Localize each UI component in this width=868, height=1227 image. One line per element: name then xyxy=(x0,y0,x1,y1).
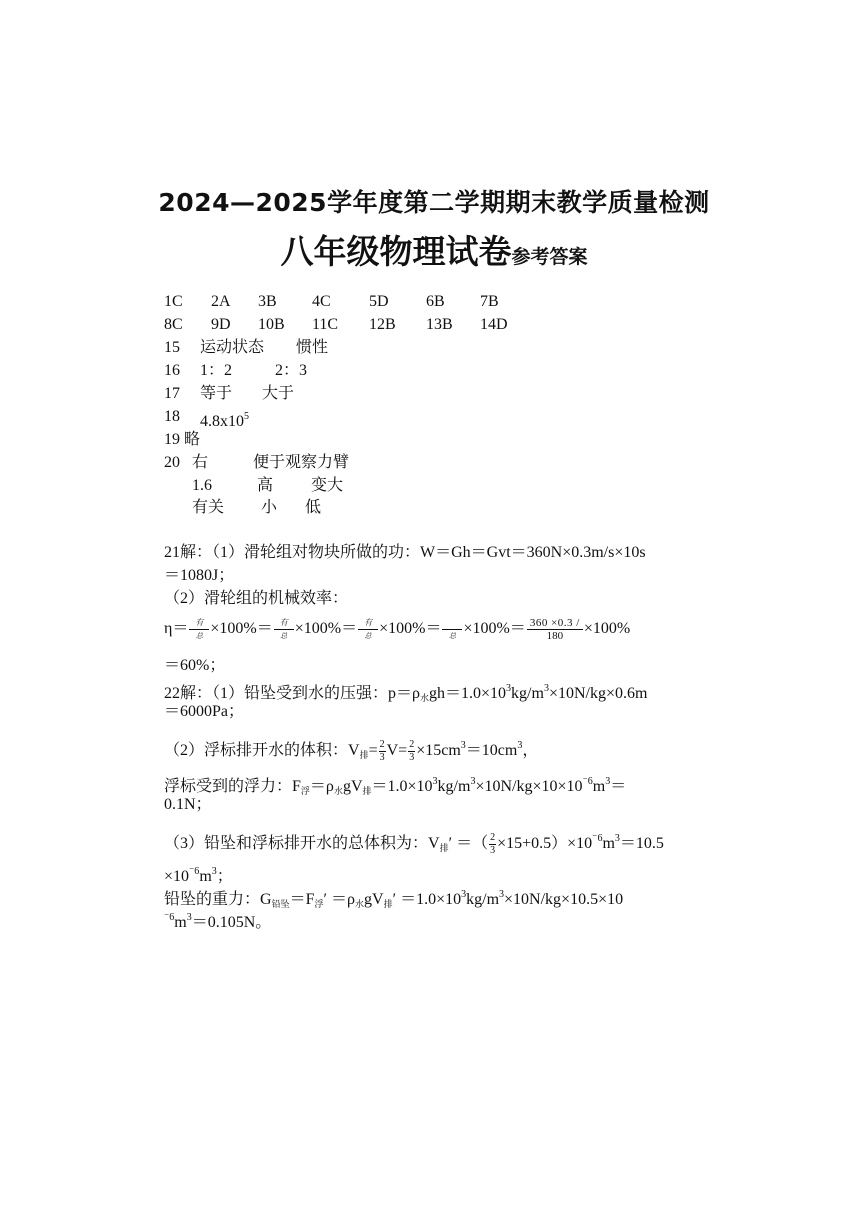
q21-line-2: ＝1080J； xyxy=(164,567,235,584)
text: （2）浮标排开水的体积：V xyxy=(164,742,360,759)
fraction xyxy=(408,739,415,764)
fraction xyxy=(527,617,583,642)
question-number: 16 xyxy=(164,362,180,379)
formula-text: ×100%＝ xyxy=(463,620,526,637)
text: kg/m xyxy=(466,891,500,908)
superscript: 3 xyxy=(605,776,611,787)
mc-answer: 1C xyxy=(164,293,183,310)
answer-text: 小 xyxy=(261,499,278,516)
text: ； xyxy=(216,868,233,885)
fraction-numerator: 有 xyxy=(358,617,378,630)
text: 铅坠的重力：G xyxy=(164,891,272,908)
q22-line-5: 0.1N； xyxy=(164,796,212,813)
text: ×10N/kg×10×10 xyxy=(475,778,583,795)
fraction-denominator: 3 xyxy=(379,751,385,763)
fraction-denominator: 3 xyxy=(490,844,496,856)
fraction-numerator: 360 ×0.3 / xyxy=(527,617,583,630)
mc-answer: 6B xyxy=(426,293,445,310)
text: ＝10.5 xyxy=(619,835,664,852)
answer-text: 低 xyxy=(305,499,322,516)
q22-line-9 xyxy=(164,908,271,933)
text: ＝10cm xyxy=(465,742,518,759)
subtitle-suffix: 参考答案 xyxy=(511,246,588,268)
text: ×10N/kg×0.6m xyxy=(548,685,648,702)
text: ＝1.0×10 xyxy=(371,778,433,795)
text: m xyxy=(199,868,212,885)
superscript: ⁻6 xyxy=(592,833,603,844)
subscript: 排 xyxy=(359,750,369,760)
question-number: 17 xyxy=(164,385,180,402)
answer-text: 等于 xyxy=(200,385,233,402)
answer-text: 1.6 xyxy=(192,477,212,494)
superscript: 3 xyxy=(186,912,192,923)
text: （3）铅坠和浮标排开水的总体积为：V xyxy=(164,835,440,852)
fraction-numerator: 2 xyxy=(379,738,385,750)
q22-line-3 xyxy=(164,732,538,769)
subtitle-main: 八年级物理试卷 xyxy=(280,232,512,271)
fraction-denominator: 总 xyxy=(195,631,203,640)
mc-answer: 8C xyxy=(164,316,183,333)
fraction xyxy=(274,617,294,642)
superscript: 3 xyxy=(499,889,505,900)
text: V= xyxy=(386,742,408,759)
answer-text: 有关 xyxy=(192,499,225,516)
formula-text: ×100%＝ xyxy=(294,620,358,637)
document-subtitle xyxy=(0,226,868,273)
text: 22解：（1）铅坠受到水的压强：p＝ρ xyxy=(164,685,420,702)
formula-text: ×100%＝ xyxy=(379,620,442,637)
text: kg/m xyxy=(511,685,544,702)
fraction xyxy=(379,739,386,764)
fraction xyxy=(358,617,378,642)
answer-exponent: 5 xyxy=(244,411,249,422)
document-title: 2024—2025学年度第二学期期末教学质量检测 xyxy=(158,188,710,217)
text: kg/m xyxy=(437,778,471,795)
subscript: 浮 xyxy=(300,786,310,796)
answer-text: 便于观察力臂 xyxy=(253,454,350,471)
mc-answer: 5D xyxy=(369,293,389,310)
mc-answer: 12B xyxy=(369,316,396,333)
answer-text: 运动状态 xyxy=(200,339,265,356)
question-number: 18 xyxy=(164,408,180,425)
q21-line-1: 21解：（1）滑轮组对物块所做的功：W＝Gh＝Gvt＝360N×0.3m/s×10s xyxy=(164,544,646,561)
text: m xyxy=(602,835,615,852)
subscript: 水 xyxy=(355,899,365,909)
text: ＝F xyxy=(289,891,315,908)
text: ×15cm xyxy=(416,742,461,759)
mc-answer: 7B xyxy=(480,293,499,310)
answer-text: 1：2 xyxy=(200,362,233,379)
text: gh＝1.0×10 xyxy=(429,685,507,702)
text: ′ ＝（ xyxy=(448,835,489,852)
answer-text: 变大 xyxy=(311,477,344,494)
text: ＝0.105N。 xyxy=(191,914,272,931)
answer-text: 2：3 xyxy=(275,362,308,379)
text: ′ ＝ρ xyxy=(323,891,355,908)
subscript: 排 xyxy=(383,899,393,909)
subscript: 水 xyxy=(333,786,343,796)
fraction xyxy=(189,617,209,642)
subscript: 浮 xyxy=(314,899,324,909)
superscript: ⁻6 xyxy=(164,912,175,923)
answer-19: 19 略 xyxy=(164,431,201,448)
superscript: ⁻6 xyxy=(189,866,200,877)
text: gV xyxy=(342,778,363,795)
mc-answer: 2A xyxy=(211,293,231,310)
q21-efficiency-formula xyxy=(164,614,630,644)
q22-line-4 xyxy=(164,772,626,801)
fraction-numerator: 有 xyxy=(274,617,294,630)
formula-text: ×100% xyxy=(583,620,631,637)
superscript: 3 xyxy=(517,740,523,751)
text: ′ ＝1.0×10 xyxy=(392,891,462,908)
superscript: 3 xyxy=(543,683,549,694)
q22-line-2: ＝6000Pa； xyxy=(164,703,245,720)
superscript: 3 xyxy=(461,889,467,900)
mc-answer: 13B xyxy=(426,316,453,333)
mc-answer: 14D xyxy=(480,316,508,333)
fraction-denominator: 总 xyxy=(364,631,372,640)
mc-answer: 9D xyxy=(211,316,231,333)
q22-line-7 xyxy=(164,862,233,887)
superscript: 3 xyxy=(506,683,512,694)
fraction-denominator: 总 xyxy=(280,631,288,640)
answer-text xyxy=(200,407,249,432)
answer-text: 惯性 xyxy=(296,339,329,356)
superscript: 3 xyxy=(211,866,217,877)
answer-text: 右 xyxy=(192,454,209,471)
question-number: 20 xyxy=(164,454,180,471)
text: m xyxy=(174,914,187,931)
q22-line-6 xyxy=(164,825,664,862)
text: ×10 xyxy=(164,868,190,885)
answer-text: 高 xyxy=(257,477,274,494)
text: ×15+0.5）×10 xyxy=(497,835,593,852)
formula-text: ×100%＝ xyxy=(210,620,273,637)
fraction-denominator: 总 xyxy=(448,631,456,640)
superscript: 3 xyxy=(470,776,476,787)
text: m xyxy=(592,778,606,795)
fraction xyxy=(489,832,496,857)
superscript: 3 xyxy=(614,833,620,844)
mc-answer: 3B xyxy=(258,293,277,310)
fraction-denominator: 3 xyxy=(409,751,415,763)
q21-line-3: （2）滑轮组的机械效率： xyxy=(164,590,349,607)
answer-text: 大于 xyxy=(262,385,295,402)
text: gV xyxy=(364,891,384,908)
superscript: 3 xyxy=(432,776,438,787)
mc-answer: 4C xyxy=(312,293,331,310)
fraction-numerator xyxy=(442,617,462,630)
text: ＝ xyxy=(610,778,627,795)
mc-answer: 10B xyxy=(258,316,285,333)
fraction xyxy=(442,617,462,642)
text: = xyxy=(368,742,378,759)
question-number: 15 xyxy=(164,339,180,356)
text: ， xyxy=(522,742,539,759)
superscript: ⁻6 xyxy=(582,776,593,787)
text: ×10N/kg×10.5×10 xyxy=(504,891,624,908)
superscript: 3 xyxy=(460,740,466,751)
eta-symbol: η＝ xyxy=(164,620,189,637)
text: ＝ρ xyxy=(309,778,334,795)
fraction-numerator: 2 xyxy=(409,738,415,750)
fraction-numerator: 2 xyxy=(490,831,496,843)
answer-base: 4.8x10 xyxy=(200,413,244,430)
subscript: 排 xyxy=(362,786,372,796)
text: 浮标受到的浮力：F xyxy=(164,778,301,795)
subscript: 排 xyxy=(439,843,449,853)
q21-line-5: ＝60%； xyxy=(164,657,226,674)
mc-answer: 11C xyxy=(312,316,339,333)
subscript: 水 xyxy=(420,693,430,703)
subscript: 铅坠 xyxy=(271,899,290,909)
fraction-numerator: 有 xyxy=(189,617,209,630)
fraction-denominator: 180 xyxy=(546,629,564,642)
